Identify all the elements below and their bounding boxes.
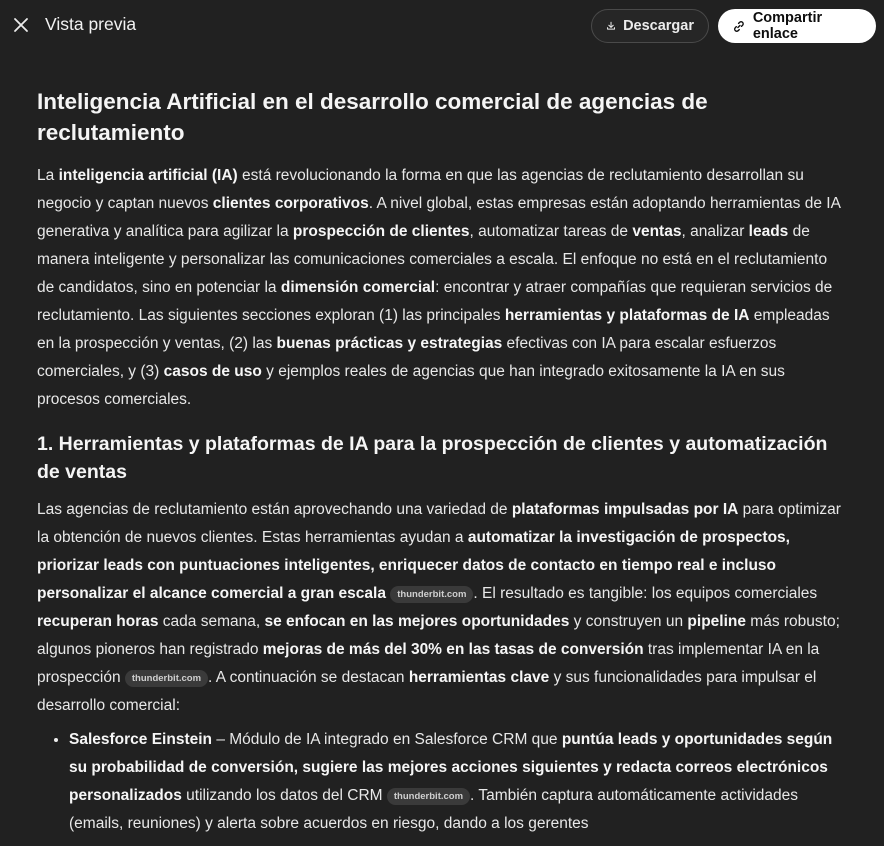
source-chip[interactable]: thunderbit.com	[390, 586, 473, 603]
section-1-heading: 1. Herramientas y plataformas de IA para la prospección de clientes y automatización de ventas	[37, 433, 828, 483]
download-label: Descargar	[623, 18, 694, 34]
close-icon	[13, 17, 29, 33]
download-button[interactable]	[591, 9, 709, 43]
share-label: Compartir enlace	[752, 10, 823, 42]
top-bar	[0, 0, 884, 52]
document-content	[37, 86, 847, 838]
document-title: Inteligencia Artificial en el desarrollo comercial de agencias de reclutamiento	[37, 89, 708, 145]
close-button[interactable]	[8, 12, 34, 38]
intro-paragraph: La inteligencia artificial (IA) está revolucionando la forma en que las agencias de reclutamiento desarrollan su negocio y captan nuevos clientes corporativos. A nivel global, estas empresas están adoptando herramientas de IA generativa y analítica para agilizar la prospección de clientes, automatizar tareas de ventas, analizar leads de manera inteligente y personalizar las comunicaciones comerciales a escala. El enfoque no está en el reclutamiento de candidatos, sino en potenciar la dimensión comercial: encontrar y atraer compañías que requieran servicios de reclutamiento. Las siguientes secciones exploran (1) las principales herramientas y plataformas de IA empleadas en la prospección y ventas, (2) las buenas prácticas y estrategias efectivas con IA para escalar esfuerzos comerciales, y (3) casos de uso y ejemplos reales de agencias que han integrado exitosamente la IA en sus procesos comerciales.	[37, 167, 841, 408]
share-link-button[interactable]	[718, 9, 876, 43]
section-1-paragraph: Las agencias de reclutamiento están aprovechando una variedad de plataformas impulsadas por IA para optimizar la obtención de nuevos clientes. Estas herramientas ayudan a automatizar la investigación de prospectos, priorizar leads con puntuaciones inteligentes, enriquecer datos de contacto en tiempo real e incluso personalizar el alcance comercial a gran escala thunderbit.com . El resultado es tangible: los equipos comerciales recuperan horas cada semana, se enfocan en las mejores oportunidades y construyen un pipeline más robusto; algunos pioneros han registrado mejoras de más del 30% en las tasas de conversión tras implementar IA en la prospección thunderbit.com . A continuación se destacan herramientas clave y sus funcionalidades para impulsar el desarrollo comercial:	[37, 501, 841, 714]
page-title: Vista previa	[45, 14, 137, 34]
source-chip[interactable]: thunderbit.com	[125, 670, 208, 687]
download-icon	[606, 18, 616, 34]
list-item: • Salesforce Einstein – Módulo de IA integrado en Salesforce CRM que puntúa leads y oportunidades según su probabilidad de conversión, sugiere las mejores acciones siguientes y redacta correos electrónicos personalizados utilizando los datos del CRM thunderbit.com . También captura automáticamente actividades (emails, reuniones) y alerta sobre acuerdos en riesgo, dando a los gerentes	[69, 726, 847, 838]
link-icon	[732, 19, 746, 34]
tools-list	[37, 726, 847, 838]
source-chip[interactable]: thunderbit.com	[387, 788, 470, 805]
